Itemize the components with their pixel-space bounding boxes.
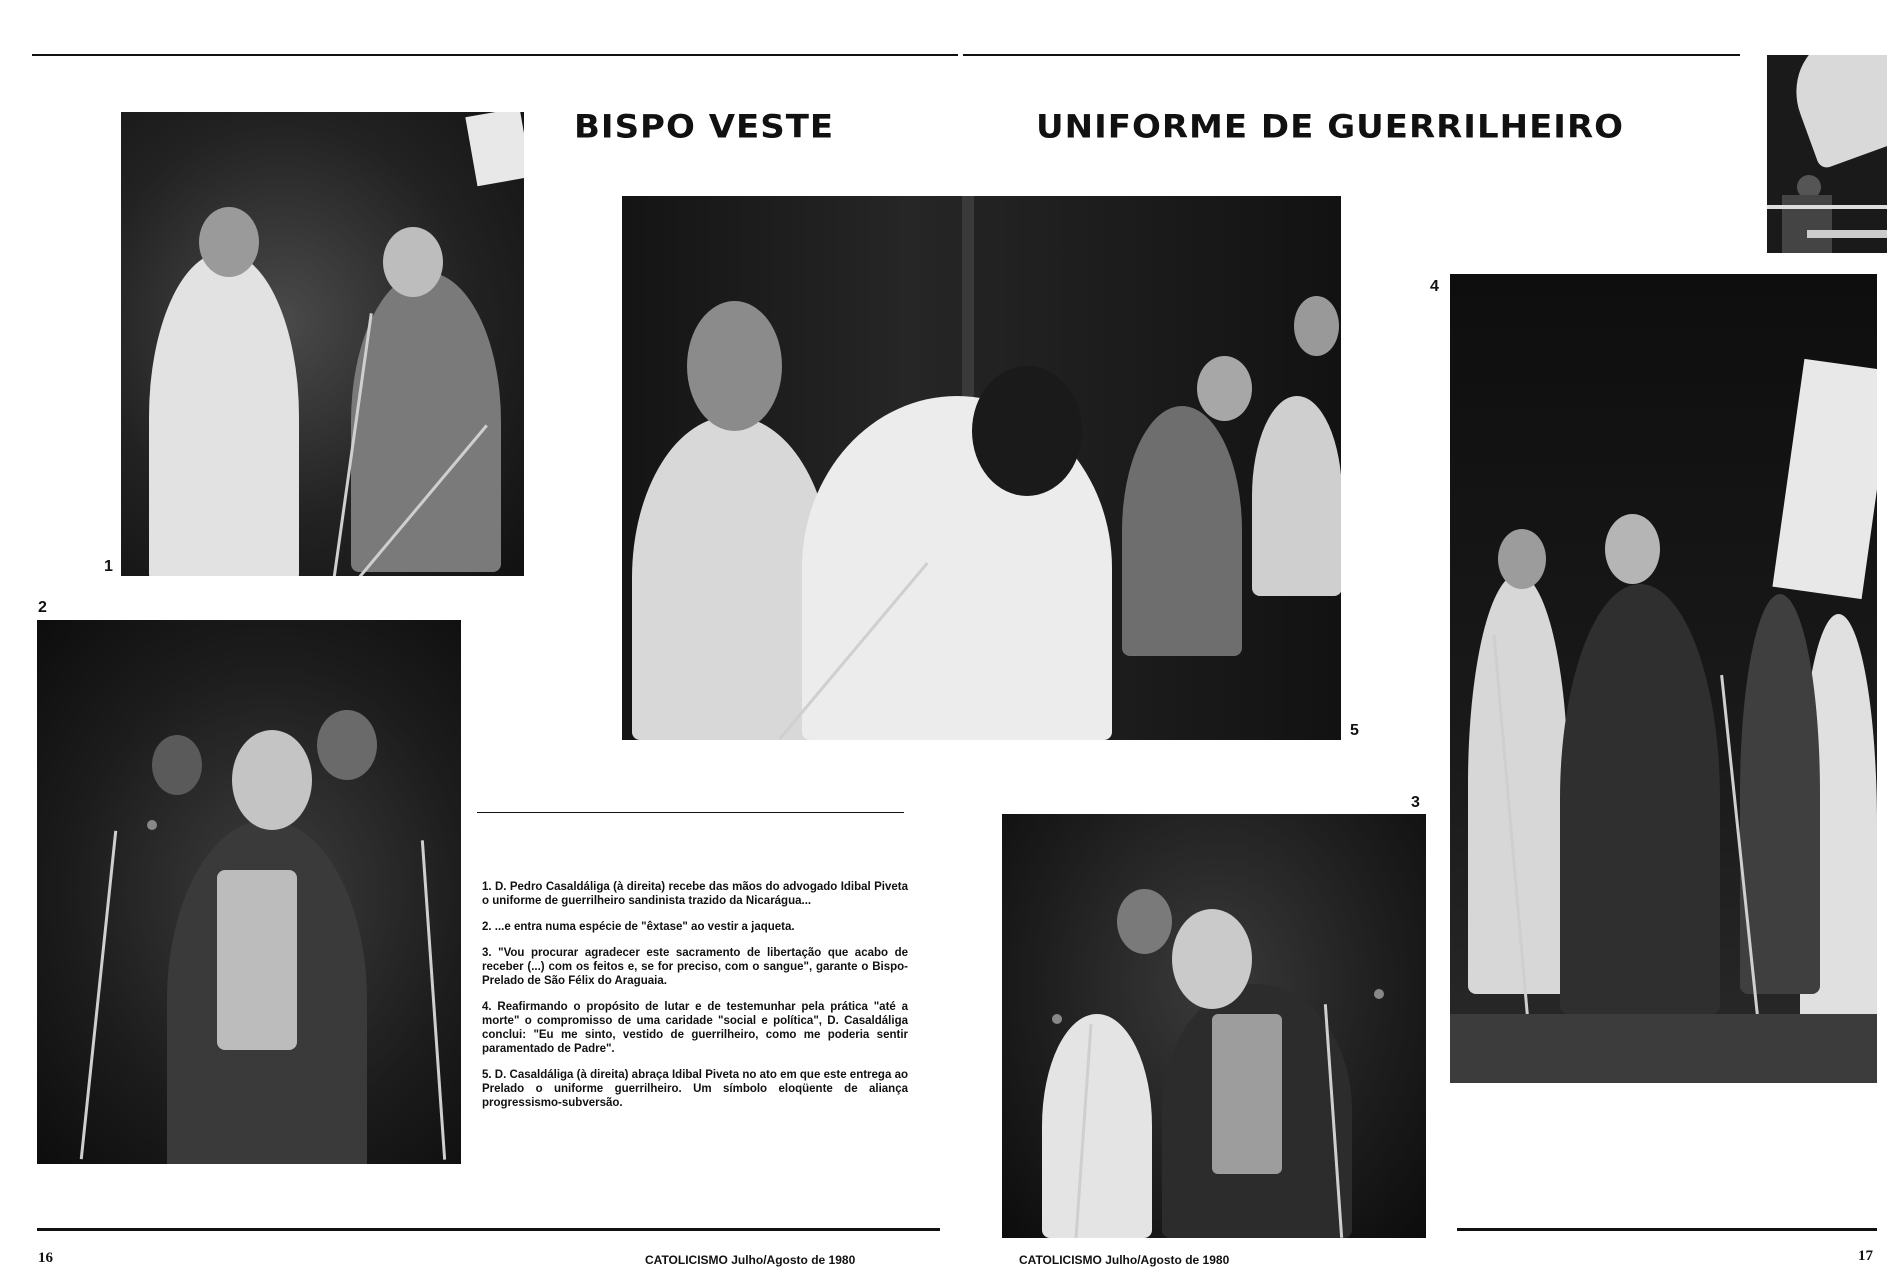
bottom-rule-right [1457,1228,1877,1231]
top-rule-left [32,54,958,56]
photo-5-number: 5 [1350,722,1359,739]
page-number-left: 16 [38,1250,53,1266]
masthead-left: CATOLICISMO Julho/Agosto de 1980 [645,1253,856,1267]
caption-divider [477,812,904,813]
photo-captions [482,880,908,1122]
photo-4-number: 4 [1430,278,1439,295]
photo-2-number: 2 [38,599,47,616]
photo-1 [121,112,524,576]
photo-2 [37,620,461,1164]
caption-3: 3. "Vou procurar agradecer este sacramento de libertação que acabo de receber (...) com os feitos e, se for preciso, com o sangue", garante o Bispo-Prelado de São Félix do Araguaia. [482,947,908,987]
caption-5: 5. D. Casaldáliga (à direita) abraça Idibal Piveta no ato em que este entrega ao Prelado o uniforme guerrilheiro. Um símbolo eloqüente de aliança progressismo-subversão. [482,1069,908,1109]
photo-1-number: 1 [104,558,113,575]
page-number-right: 17 [1858,1248,1873,1264]
headline-left: BISPO VESTE [574,108,835,146]
photo-5 [622,196,1341,740]
caption-1: 1. D. Pedro Casaldáliga (à direita) recebe das mãos do advogado Idibal Piveta o uniforme de guerrilheiro sandinista trazido da Nicarágua... [482,881,908,907]
masthead-right: CATOLICISMO Julho/Agosto de 1980 [1019,1253,1230,1267]
top-rule-right [963,54,1740,56]
caption-4: 4. Reafirmando o propósito de lutar e de testemunhar pela prática "até a morte" o compromisso de uma caridade "social e política", D. Casaldáliga conclui: "Eu me sinto, vestido de guerrilheiro, como me poderia sentir paramentado de Padre". [482,1001,908,1055]
bottom-rule-left [37,1228,940,1231]
photo-3-number: 3 [1411,794,1420,811]
caption-2: 2. ...e entra numa espécie de "êxtase" ao vestir a jaqueta. [482,921,795,933]
photo-4 [1450,274,1877,1083]
section-logo-image [1767,55,1887,253]
photo-3 [1002,814,1426,1238]
headline-right: UNIFORME DE GUERRILHEIRO [1036,108,1625,146]
